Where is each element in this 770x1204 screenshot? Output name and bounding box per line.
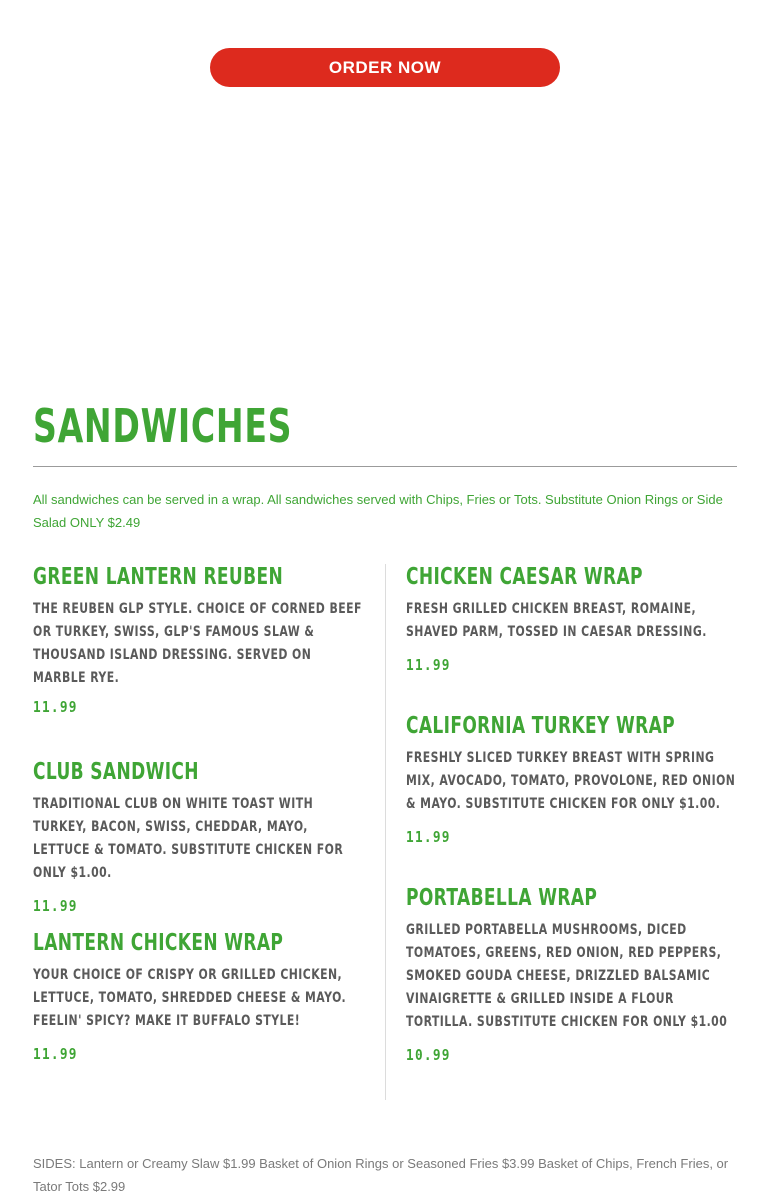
section-title: SANDWICHES (33, 399, 293, 453)
menu-item-name: LANTERN CHICKEN WRAP (33, 930, 284, 956)
menu-item-name: GREEN LANTERN REUBEN (33, 564, 284, 590)
menu-item-price: 11.99 (33, 698, 78, 716)
menu-item-description: TRADITIONAL CLUB ON WHITE TOAST WITH TURKEY, BACON, SWISS, CHEDDAR, MAYO, LETTUCE & TOMATO. SUBSTITUTE CHICKEN FOR ONLY $1.00. (33, 796, 344, 881)
order-now-button[interactable]: ORDER NOW (210, 48, 560, 87)
section-divider (33, 466, 737, 467)
menu-item-description: FRESHLY SLICED TURKEY BREAST WITH SPRING MIX, AVOCADO, TOMATO, PROVOLONE, RED ONION & MAYO. SUBSTITUTE CHICKEN FOR ONLY $1.00. (406, 750, 736, 812)
menu-item-price: 11.99 (406, 828, 451, 846)
menu-item-price: 10.99 (406, 1046, 451, 1064)
sides-note: SIDES: Lantern or Creamy Slaw $1.99 Basket of Onion Rings or Seasoned Fries $3.99 Basket of Chips, French Fries, or Tator Tots $2.99 (33, 1156, 729, 1194)
menu-item (33, 560, 453, 718)
menu-item-price: 11.99 (33, 1045, 78, 1063)
menu-item (33, 926, 453, 1065)
menu-item (33, 755, 453, 917)
menu-item (406, 881, 770, 1066)
menu-item-description: FRESH GRILLED CHICKEN BREAST, ROMAINE, SHAVED PARM, TOSSED IN CAESAR DRESSING. (406, 601, 707, 640)
menu-item-name: PORTABELLA WRAP (406, 885, 598, 911)
menu-item (406, 709, 770, 848)
menu-item-name: CALIFORNIA TURKEY WRAP (406, 713, 675, 739)
menu-item (406, 560, 770, 676)
column-divider (385, 564, 386, 1100)
menu-item-name: CHICKEN CAESAR WRAP (406, 564, 643, 590)
menu-item-name: CLUB SANDWICH (33, 759, 199, 785)
menu-item-price: 11.99 (406, 656, 451, 674)
menu-item-price: 11.99 (33, 897, 78, 915)
section-note: All sandwiches can be served in a wrap. All sandwiches served with Chips, Fries or Tots. Substitute Onion Rings or Side Salad ONLY $2.49 (33, 492, 723, 530)
menu-item-description: YOUR CHOICE OF CRISPY OR GRILLED CHICKEN, LETTUCE, TOMATO, SHREDDED CHEESE & MAYO. FEELIN' SPICY? MAKE IT BUFFALO STYLE! (33, 967, 347, 1029)
menu-item-description: THE REUBEN GLP STYLE. CHOICE OF CORNED BEEF OR TURKEY, SWISS, GLP'S FAMOUS SLAW & THOUSAND ISLAND DRESSING. SERVED ON MARBLE RYE. (33, 601, 362, 686)
menu-item-description: GRILLED PORTABELLA MUSHROOMS, DICED TOMATOES, GREENS, RED ONION, RED PEPPERS, SMOKED GOUDA CHEESE, DRIZZLED BALSAMIC VINAIGRETTE & GRILLED INSIDE A FLOUR TORTILLA. SUBSTITUTE CHICKEN FOR ONLY $1.00 (406, 922, 728, 1030)
